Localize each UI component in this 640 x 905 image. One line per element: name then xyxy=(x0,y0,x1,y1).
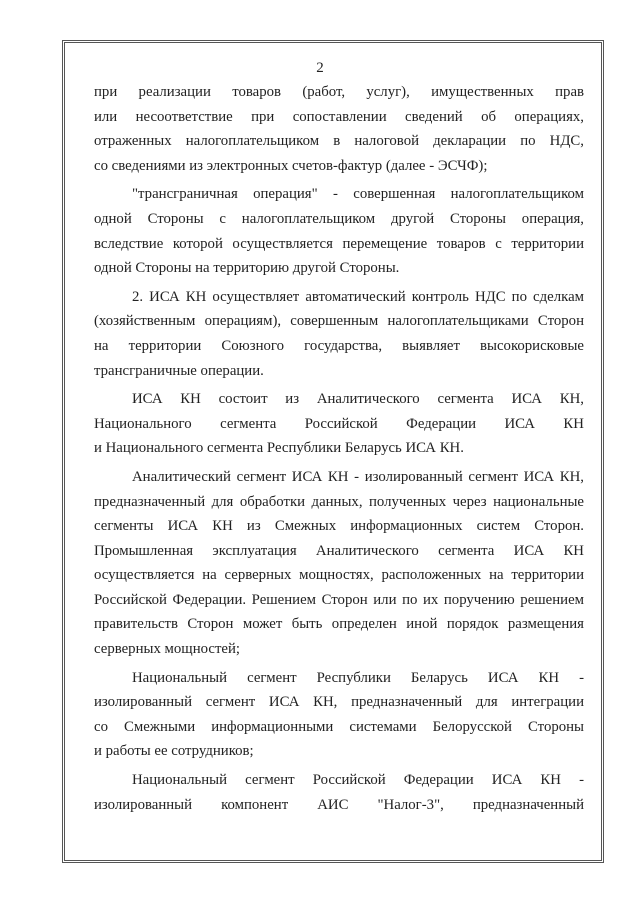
text-line: (хозяйственным операциям), совершенным налогоплательщиками Сторон xyxy=(94,313,584,330)
text-line: "трансграничная операция" - совершенная налогоплательщиком xyxy=(132,186,584,203)
text-line: трансграничные операции. xyxy=(94,362,264,379)
text-line: со сведениями из электронных счетов-фактур (далее - ЭСЧФ); xyxy=(94,157,488,174)
text-line: и работы ее сотрудников; xyxy=(94,743,254,760)
text-line: сегменты ИСА КН из Смежных информационных систем Сторон. xyxy=(94,518,584,535)
text-line: Национального сегмента Российской Федерации ИСА КН xyxy=(94,415,584,432)
page-number: 2 xyxy=(316,60,324,76)
text-line: Национальный сегмент Российской Федерации ИСА КН - xyxy=(132,772,584,789)
paragraph xyxy=(94,80,584,178)
text-line: одной Стороны на территорию другой Стороны. xyxy=(94,260,400,277)
text-line: на территории Союзного государства, выявляет высокорисковые xyxy=(94,337,584,354)
text-line: изолированный компонент АИС "Налог-3", предназначенный xyxy=(94,796,584,813)
text-line: и Национального сегмента Республики Беларусь ИСА КН. xyxy=(94,440,464,457)
text-line: или несоответствие при сопоставлении сведений об операциях, xyxy=(94,108,584,125)
text-line: Промышленная эксплуатация Аналитического сегмента ИСА КН xyxy=(94,542,584,559)
paragraph xyxy=(94,666,584,764)
text-line: Аналитический сегмент ИСА КН - изолированный сегмент ИСА КН, xyxy=(132,468,584,485)
text-line: правительств Сторон может быть определен иной порядок размещения xyxy=(94,616,584,633)
text-line: Национальный сегмент Республики Беларусь ИСА КН - xyxy=(132,669,584,686)
document-body xyxy=(94,80,584,821)
paragraph xyxy=(94,387,584,461)
text-line: со Смежными информационными системами Белорусской Стороны xyxy=(94,718,584,735)
paragraph xyxy=(94,768,584,817)
text-line: изолированный сегмент ИСА КН, предназначенный для интеграции xyxy=(94,694,584,711)
text-line: ИСА КН состоит из Аналитического сегмента ИСА КН, xyxy=(132,391,584,408)
text-line: отраженных налогоплательщиком в налоговой декларации по НДС, xyxy=(94,133,584,150)
text-line: при реализации товаров (работ, услуг), имущественных прав xyxy=(94,84,584,100)
text-line: предназначенный для обработки данных, полученных через национальные xyxy=(94,493,584,510)
text-line: 2. ИСА КН осуществляет автоматический контроль НДС по сделкам xyxy=(132,288,584,305)
paragraph xyxy=(94,182,584,280)
text-line: осуществляется на серверных мощностях, расположенных на территории xyxy=(94,567,584,584)
text-line: вследствие которой осуществляется перемещение товаров с территории xyxy=(94,235,584,252)
text-line: Российской Федерации. Решением Сторон или по их поручению решением xyxy=(94,591,584,608)
paragraph xyxy=(94,285,584,383)
paragraph xyxy=(94,465,584,662)
text-line: серверных мощностей; xyxy=(94,641,241,658)
text-line: одной Стороны с налогоплательщиком другой Стороны операция, xyxy=(94,210,584,227)
